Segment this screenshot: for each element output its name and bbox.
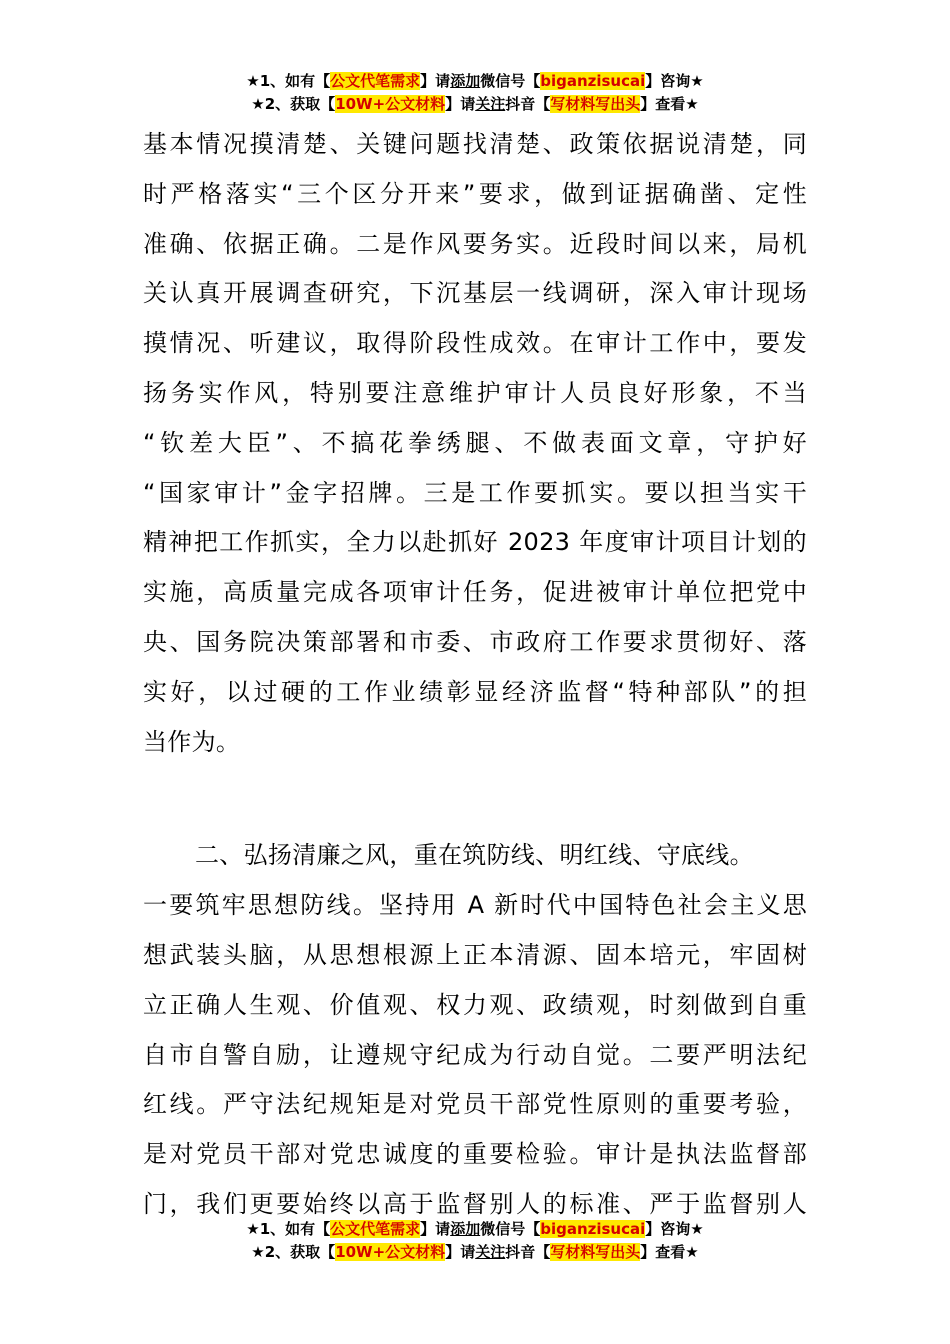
banner-highlight: 写材料写出头 [550, 1243, 641, 1261]
body-line: 一要筑牢思想防线。坚持用 A 新时代中国特色社会主义思 [143, 891, 807, 920]
body-line: 红线。严守法纪规矩是对党员干部党性原则的重要考验， [143, 1090, 807, 1119]
section-heading-line: 二、弘扬清廉之风，重在筑防线、明红线、守底线。 [195, 841, 754, 870]
body-line: 基本情况摸清楚、关键问题找清楚、政策依据说清楚，同 [143, 130, 807, 158]
body-line: 想武装头脑，从思想根源上正本清源、固本培元，牢固树 [143, 940, 807, 969]
banner-line-1: ★1、如有【公文代笔需求】请添加微信号【biganzisucai】咨询★ [246, 1220, 704, 1238]
body-line: 是对党员干部对党忠诚度的重要检验。审计是执法监督部 [143, 1140, 807, 1169]
body-line: “国家审计”金字招牌。三是工作要抓实。要以担当实干 [143, 478, 807, 507]
body-line: 立正确人生观、价值观、权力观、政绩观，时刻做到自重 [143, 990, 807, 1019]
banner-line-2: ★2、获取【10W+公文材料】请关注抖音【写材料写出头】查看★ [251, 95, 699, 113]
banner-highlight: 10W+公文材料 [335, 1243, 446, 1261]
header-banner [0, 70, 950, 116]
banner-highlight: 公文代笔需求 [330, 1220, 421, 1238]
body-line: “钦差大臣”、不搞花拳绣腿、不做表面文章，守护好 [143, 428, 807, 457]
body-line: 当作为。 [143, 727, 241, 756]
body-line: 自市自警自励，让遵规守纪成为行动自觉。二要严明法纪 [143, 1040, 807, 1069]
body-line: 扬务实作风，特别要注意维护审计人员良好形象，不当 [143, 378, 807, 407]
banner-highlight: 10W+公文材料 [335, 95, 446, 113]
body-line: 实施，高质量完成各项审计任务，促进被审计单位把党中 [143, 578, 807, 607]
body-line: 时严格落实“三个区分开来”要求，做到证据确凿、定性 [143, 179, 807, 208]
body-line: 摸情况、听建议，取得阶段性成效。在审计工作中，要发 [143, 329, 807, 358]
body-line: 关认真开展调查研究，下沉基层一线调研，深入审计现场 [143, 279, 807, 308]
banner-highlight: 写材料写出头 [550, 95, 641, 113]
banner-highlight: biganzisucai [540, 1220, 646, 1238]
body-line: 实好，以过硬的工作业绩彰显经济监督“特种部队”的担 [143, 677, 807, 706]
footer-banner [0, 1218, 950, 1264]
banner-line-2: ★2、获取【10W+公文材料】请关注抖音【写材料写出头】查看★ [251, 1243, 699, 1261]
banner-highlight: biganzisucai [540, 72, 646, 90]
body-line: 精神把工作抓实，全力以赴抓好 2023 年度审计项目计划的 [143, 528, 807, 557]
paragraph-gap [143, 767, 807, 831]
body-line: 准确、依据正确。二是作风要务实。近段时间以来，局机 [143, 229, 807, 258]
banner-line-1: ★1、如有【公文代笔需求】请添加微信号【biganzisucai】咨询★ [246, 72, 704, 90]
document-body [143, 120, 807, 1230]
banner-highlight: 公文代笔需求 [330, 72, 421, 90]
body-line: 门，我们更要始终以高于监督别人的标准、严于监督别人 [143, 1189, 807, 1218]
body-line: 央、国务院决策部署和市委、市政府工作要求贯彻好、落 [143, 627, 807, 656]
